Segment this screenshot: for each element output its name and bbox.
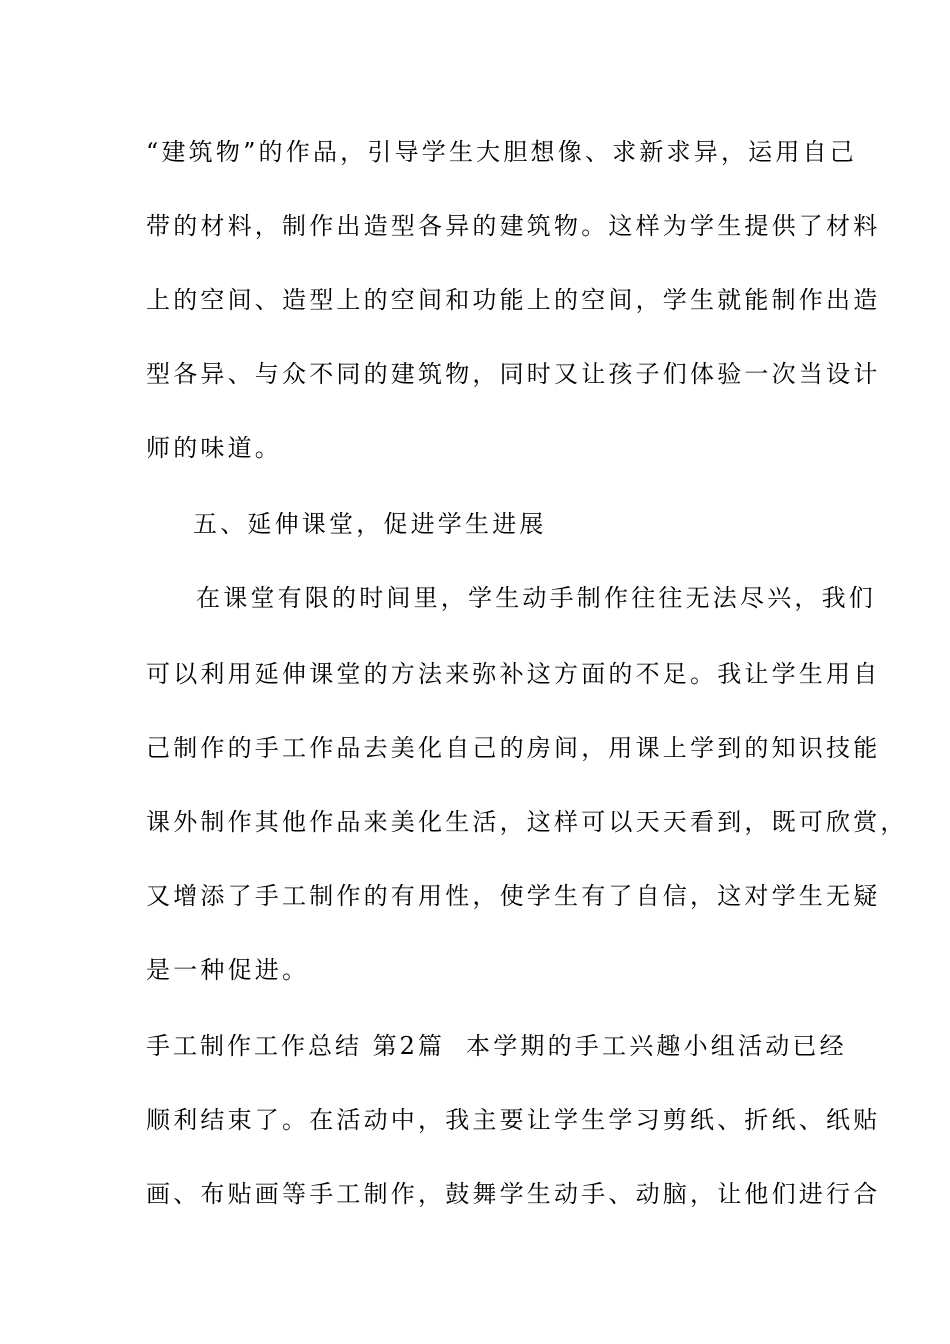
paragraph-line: 在课堂有限的时间里，学生动手制作往往无法尽兴，我们	[196, 584, 876, 612]
paragraph-line: 己制作的手工作品去美化自己的房间，用课上学到的知识技能	[146, 734, 881, 762]
paragraph-line: “建筑物”的作品，引导学生大胆想像、求新求异，运用自己	[146, 138, 857, 166]
paragraph-line: 画、布贴画等手工制作，鼓舞学生动手、动脑，让他们进行合	[146, 1180, 881, 1208]
paragraph-line: 又增添了手工制作的有用性，使学生有了自信，这对学生无疑	[146, 882, 881, 910]
paragraph-line: 本学期的手工兴趣小组活动已经	[466, 1032, 847, 1060]
section-title-row	[146, 1026, 847, 1066]
section-heading: 五、延伸课堂，促进学生进展	[193, 510, 547, 538]
paragraph-line: 课外制作其他作品来美化生活，这样可以天天看到，既可欣赏，	[146, 808, 908, 836]
paragraph-line: 是一种促进。	[146, 956, 310, 984]
paragraph-line: 可以利用延伸课堂的方法来弥补这方面的不足。我让学生用自	[146, 660, 881, 688]
section-title: 手工制作工作总结 第2篇	[146, 1032, 445, 1060]
paragraph-line: 顺利结束了。在活动中，我主要让学生学习剪纸、折纸、纸贴	[146, 1106, 881, 1134]
paragraph-line: 上的空间、造型上的空间和功能上的空间，学生就能制作出造	[146, 286, 881, 314]
paragraph-line: 师的味道。	[146, 434, 282, 462]
paragraph-line: 带的材料，制作出造型各异的建筑物。这样为学生提供了材料	[146, 212, 881, 240]
paragraph-line: 型各异、与众不同的建筑物，同时又让孩子们体验一次当设计	[146, 360, 881, 388]
